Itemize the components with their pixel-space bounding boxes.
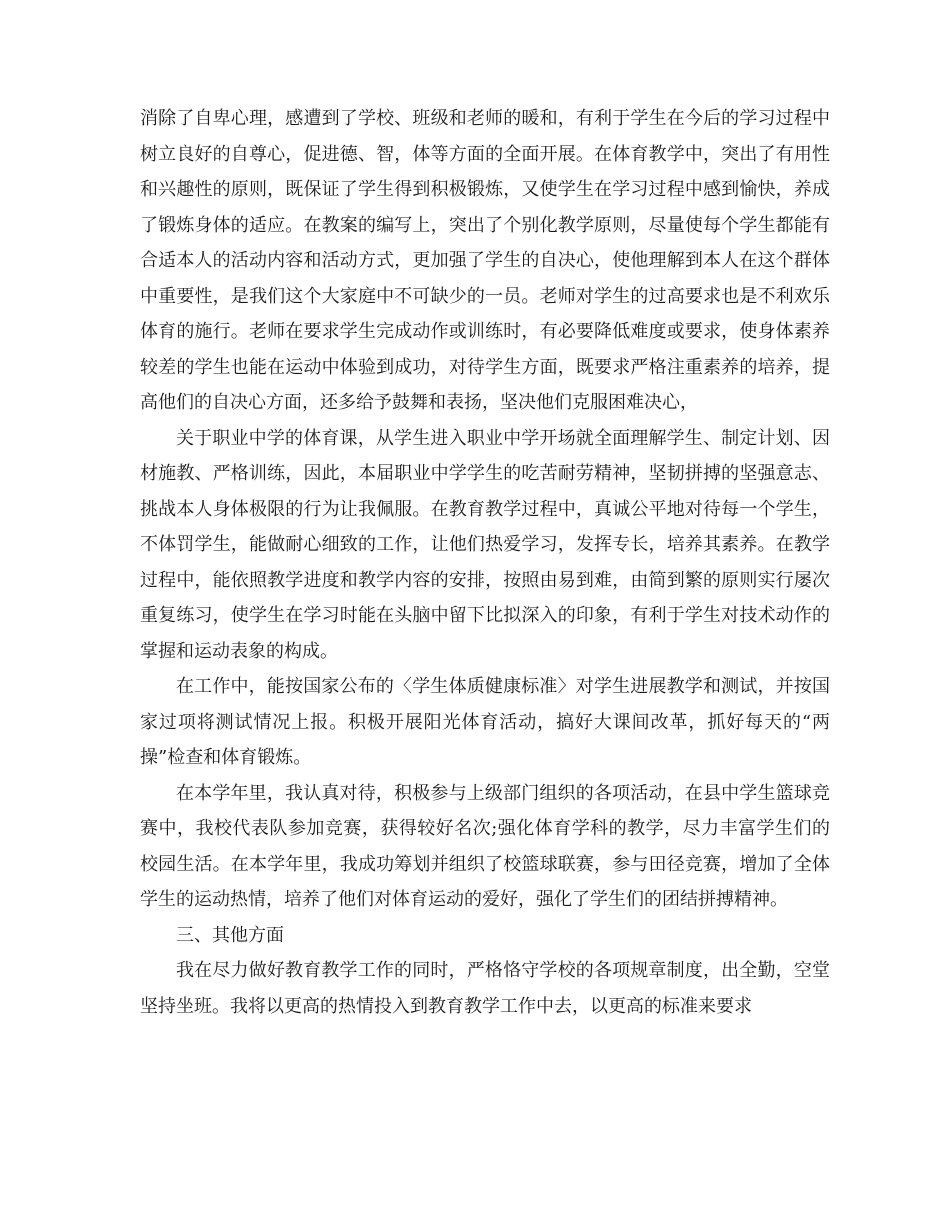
paragraph-vocational-pe: 关于职业中学的体育课，从学生进入职业中学开场就全面理解学生、制定计划、因材施教、严格训练，因此，本届职业中学学生的吃苦耐劳精神，坚韧拼搏的坚强意志、挑战本人身体极限的行为让我佩服。在教育教学过程中，真诚公平地对待每一个学生，不体罚学生，能做耐心细致的工作，让他们热爱学习，发挥专长，培养其素养。在教学过程中，能依照教学进度和教学内容的安排，按照由易到难，由简到繁的原则实行屡次重复练习，使学生在学习时能在头脑中留下比拟深入的印象，有利于学生对技术动作的掌握和运动表象的构成。 <box>140 427 830 662</box>
paragraph-regulations: 我在尽力做好教育教学工作的同时，严格恪守学校的各项规章制度，出全勤，空堂坚持坐班。我将以更高的热情投入到教育教学工作中去，以更高的标准来要求 <box>140 960 830 1017</box>
document-body <box>140 101 830 1024</box>
paragraph-health-standard: 在工作中，能按国家公布的〈学生体质健康标准〉对学生进展教学和测试，并按国家过项将测试情况上报。积极开展阳光体育活动，搞好大课间改革，抓好每天的“两操”检查和体育锻炼。 <box>140 676 830 768</box>
section-heading-other: 三、其他方面 <box>176 924 284 946</box>
paragraph-activities: 在本学年里，我认真对待，积极参与上级部门组织的各项活动，在县中学生篮球竞赛中，我校代表队参加竞赛，获得较好名次;强化体育学科的教学，尽力丰富学生们的校园生活。在本学年里，我成功筹划并组织了校篮球联赛，参与田径竞赛，增加了全体学生的运动热情，培养了他们对体育运动的爱好，强化了学生们的团结拼搏精神。 <box>140 782 830 910</box>
paragraph-continuation: 消除了自卑心理，感遭到了学校、班级和老师的暖和，有利于学生在今后的学习过程中树立良好的自尊心，促进德、智，体等方面的全面开展。在体育教学中，突出了有用性和兴趣性的原则，既保证了学生得到积极锻炼，又使学生在学习过程中感到愉快，养成了锻炼身体的适应。在教案的编写上，突出了个别化教学原则，尽量使每个学生都能有合适本人的活动内容和活动方式，更加强了学生的自决心，使他理解到本人在这个群体中重要性，是我们这个大家庭中不可缺少的一员。老师对学生的过高要求也是不利欢乐体育的施行。老师在要求学生完成动作或训练时，有必要降低难度或要求，使身体素养较差的学生也能在运动中体验到成功，对待学生方面，既要求严格注重素养的培养，提高他们的自决心方面，还多给予鼓舞和表扬，坚决他们克服困难决心， <box>140 108 830 413</box>
